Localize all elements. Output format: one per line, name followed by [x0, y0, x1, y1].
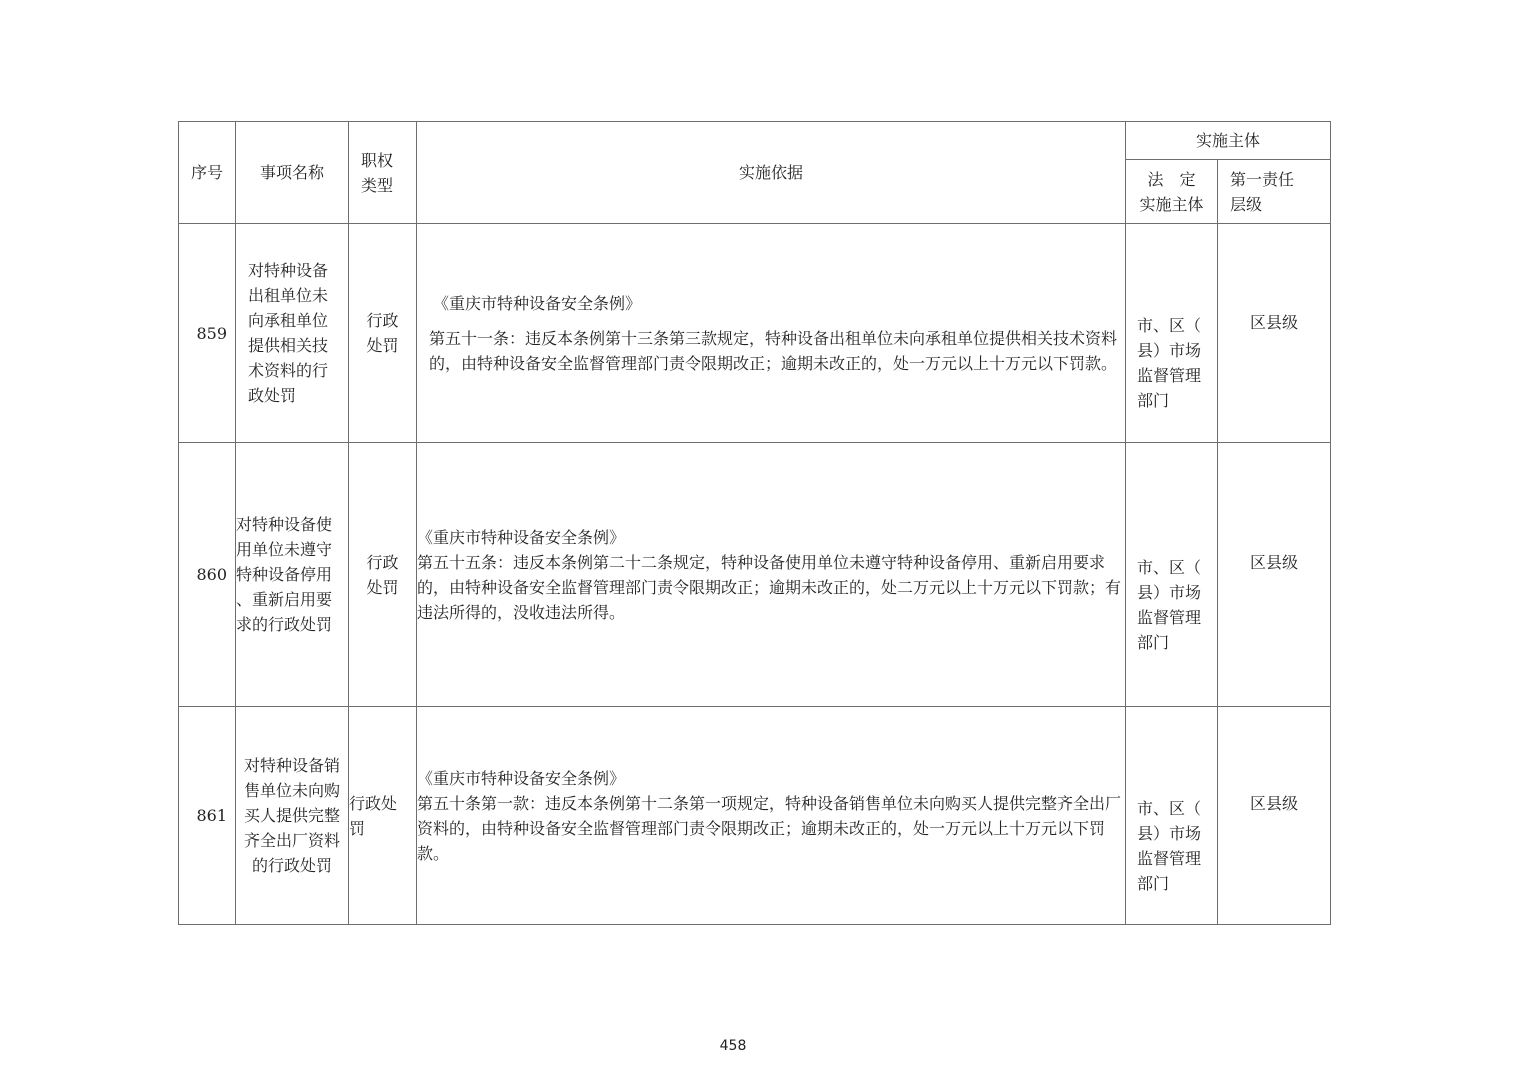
law-title: 《重庆市特种设备安全条例》 [417, 768, 626, 788]
unit-line: 县）市场 [1137, 341, 1202, 360]
name-line: 齐全出厂资料 [243, 831, 340, 850]
unit-line: 部门 [1137, 873, 1170, 893]
name-line: 用单位未遵守 [236, 540, 333, 559]
unit-line: 监督管理 [1137, 366, 1202, 385]
header-name: 事项名称 [236, 122, 349, 224]
basis-text: 第五十五条：违反本条例第二十二条规定，特种设备使用单位未遵守特种设备停用、重新启用要求的，由特种设备安全监督管理部门责令限期改正；逾期未改正的，处二万元以上十万元以下罚款；有违法所得的，没收违法所得。 [417, 552, 1122, 622]
header-legal-line1: 法 定 [1147, 169, 1196, 189]
unit-line: 部门 [1137, 391, 1170, 410]
basis-text: 第五十条第一款：违反本条例第十二条第一项规定，特种设备销售单位未向购买人提供完整齐全出厂资料的，由特种设备安全监督管理部门责令限期改正；逾期未改正的，处一万元以上十万元以下罚款。 [417, 793, 1122, 863]
law-title: 《重庆市特种设备安全条例》 [417, 527, 626, 547]
row-legal-body [1126, 707, 1218, 925]
header-row-top [179, 122, 1331, 160]
name-line: 售单位未向购 [243, 781, 340, 800]
level-text: 区县级 [1250, 313, 1299, 332]
table-row [179, 224, 1331, 443]
header-responsibility-level [1218, 160, 1331, 224]
row-responsibility-level [1218, 224, 1331, 443]
enforcement-items-table [178, 121, 1331, 925]
row-power-type [349, 443, 417, 707]
level-text: 区县级 [1250, 553, 1299, 572]
row-seq: 861 [179, 707, 236, 925]
header-legal-body [1126, 160, 1218, 224]
header-implementing-body: 实施主体 [1126, 122, 1331, 160]
header-legal-line2: 实施主体 [1139, 194, 1204, 214]
row-seq: 860 [179, 443, 236, 707]
name-line: 提供相关技 [248, 336, 329, 355]
level-text: 区县级 [1250, 794, 1299, 813]
basis-text: 第五十一条：违反本条例第十三条第三款规定，特种设备出租单位未向承租单位提供相关技术资料的，由特种设备安全监督管理部门责令限期改正；逾期未改正的，处一万元以上十万元以下罚款。 [429, 328, 1118, 373]
name-line: 的行政处罚 [251, 856, 332, 875]
unit-line: 县）市场 [1137, 582, 1202, 602]
row-item-name [236, 224, 349, 443]
name-line: 向承租单位 [248, 311, 329, 330]
type-line: 行政 [366, 311, 399, 330]
header-type [349, 122, 417, 224]
row-legal-basis [417, 707, 1126, 925]
name-line: 术资料的行 [248, 361, 329, 380]
table-row [179, 443, 1331, 707]
name-line: 买人提供完整 [243, 806, 340, 825]
type-line: 行政 [366, 552, 399, 572]
law-title: 《重庆市特种设备安全条例》 [433, 293, 642, 313]
page-number: 458 [719, 1038, 747, 1054]
row-power-type [349, 707, 417, 925]
row-legal-body [1126, 224, 1218, 443]
unit-line: 市、区（ [1137, 316, 1202, 335]
row-responsibility-level [1218, 707, 1331, 925]
type-line: 行政处 [349, 793, 398, 813]
row-seq: 859 [179, 224, 236, 443]
unit-line: 监督管理 [1137, 607, 1202, 627]
row-legal-basis [417, 224, 1126, 443]
name-line: 政处罚 [248, 386, 297, 405]
type-line: 处罚 [366, 336, 399, 355]
unit-line: 市、区（ [1137, 557, 1202, 577]
type-line: 处罚 [366, 577, 399, 597]
unit-line: 部门 [1137, 632, 1170, 652]
row-responsibility-level [1218, 443, 1331, 707]
unit-line: 监督管理 [1137, 848, 1202, 868]
name-line: 求的行政处罚 [236, 615, 333, 634]
name-line: 对特种设备销 [243, 756, 340, 775]
row-legal-basis [417, 443, 1126, 707]
header-basis: 实施依据 [417, 122, 1126, 224]
row-item-name [236, 443, 349, 707]
unit-line: 市、区（ [1137, 798, 1202, 818]
type-line: 罚 [349, 818, 366, 838]
header-level-line1: 第一责任 [1230, 169, 1295, 189]
name-line: 出租单位未 [248, 286, 329, 305]
header-seq: 序号 [179, 122, 236, 224]
name-line: 特种设备停用 [236, 565, 333, 584]
name-line: 对特种设备 [248, 261, 329, 280]
row-power-type [349, 224, 417, 443]
name-line: 对特种设备使 [236, 515, 333, 534]
header-type-line1: 职权 [361, 150, 394, 170]
unit-line: 县）市场 [1137, 823, 1202, 843]
header-type-line2: 类型 [361, 175, 394, 195]
row-legal-body [1126, 443, 1218, 707]
header-level-line2: 层级 [1230, 194, 1263, 214]
table-row [179, 707, 1331, 925]
row-item-name [236, 707, 349, 925]
name-line: 、重新启用要 [236, 590, 333, 609]
